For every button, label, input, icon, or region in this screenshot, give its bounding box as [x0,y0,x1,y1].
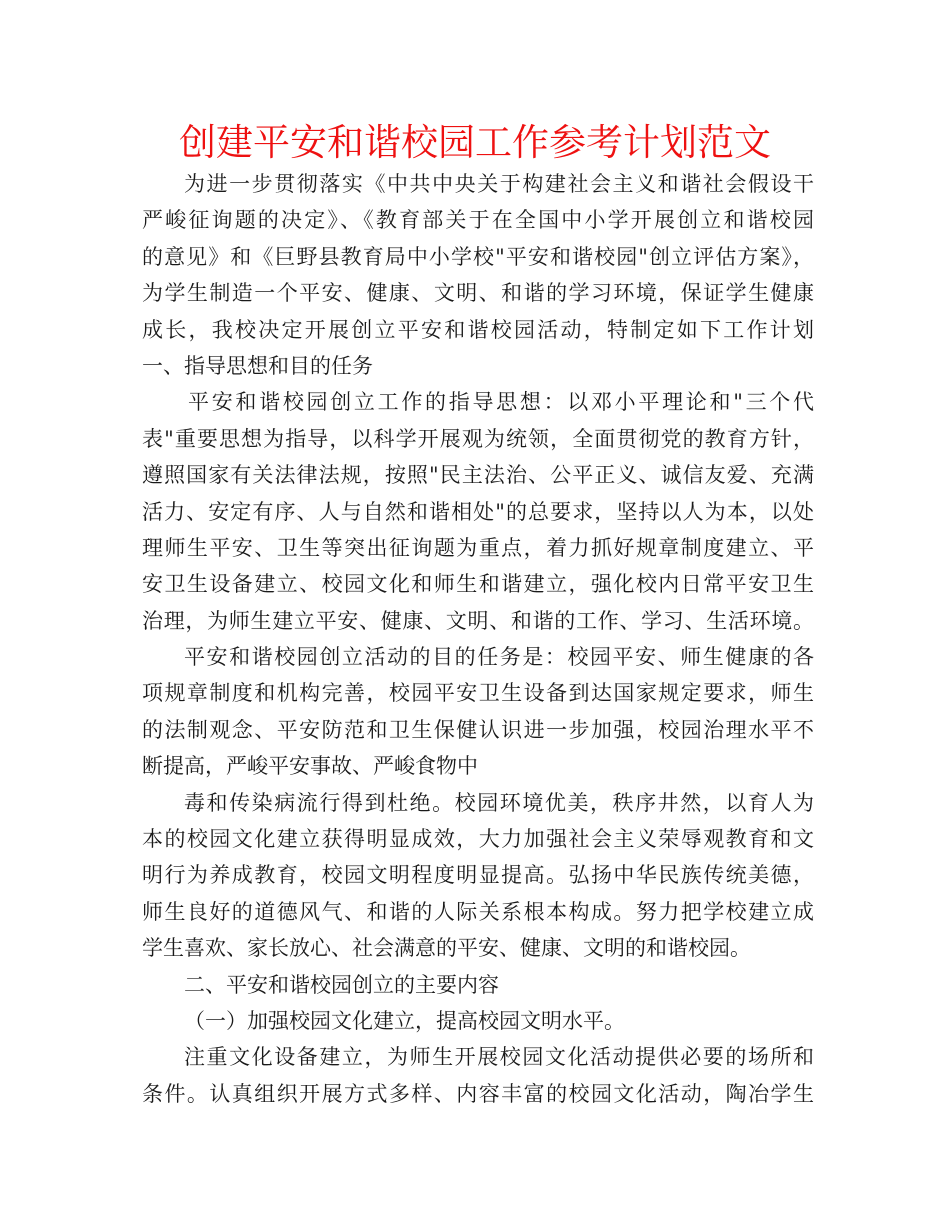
body-line: 毒和传染病流行得到杜绝。校园环境优美，秩序井然，以育人为 [184,790,814,815]
body-line: 严峻征询题的决定》、《教育部关于在全国中小学开展创立和谐校园 [142,208,814,233]
body-line: 本的校园文化建立获得明显成效，大力加强社会主义荣辱观教育和文 [142,827,814,852]
body-line: 师生良好的道德风气、和谐的人际关系根本构成。努力把学校建立成 [142,899,814,924]
body-line: 治理，为师生建立平安、健康、文明、和谐的工作、学习、生活环境。 [142,608,814,633]
body-line: 学生喜欢、家长放心、社会满意的平安、健康、文明的和谐校园。 [142,936,751,961]
section-heading: 一、指导思想和目的任务 [142,353,373,378]
body-line: 平安和谐校园创立工作的指导思想：以邓小平理论和"三个代 [188,390,814,415]
body-line: 断提高，严峻平安事故、严峻食物中 [142,754,478,779]
document-body [142,166,814,1112]
body-line: 安卫生设备建立、校园文化和师生和谐建立，强化校内日常平安卫生 [142,572,814,597]
body-line: 成长，我校决定开展创立平安和谐校园活动，特制定如下工作计划 [142,317,814,342]
document-title: 创建平安和谐校园工作参考计划范文 [179,121,771,164]
body-line: 的法制观念、平安防范和卫生保健认识进一步加强，校园治理水平不 [142,717,814,742]
body-line: 的意见》和《巨野县教育局中小学校"平安和谐校园"创立评估方案》， [142,244,814,269]
body-line: 注重文化设备建立，为师生开展校园文化活动提供必要的场所和 [184,1045,814,1070]
subsection-heading: （一）加强校园文化建立，提高校园文明水平。 [184,1008,625,1033]
body-line: 表"重要思想为指导，以科学开展观为统领，全面贯彻党的教育方针， [142,426,814,451]
body-line: 理师生平安、卫生等突出征询题为重点，着力抓好规章制度建立、平 [142,535,814,560]
body-line: 活力、安定有序、人与自然和谐相处"的总要求，坚持以人为本，以处 [142,499,814,524]
body-line: 为进一步贯彻落实《中共中央关于构建社会主义和谐社会假设干 [184,172,814,196]
body-line: 项规章制度和机构完善，校园平安卫生设备到达国家规定要求，师生 [142,681,814,706]
body-line: 明行为养成教育，校园文明程度明显提高。弘扬中华民族传统美德， [142,863,814,888]
body-line: 条件。认真组织开展方式多样、内容丰富的校园文化活动，陶冶学生 [142,1081,814,1106]
body-line: 平安和谐校园创立活动的目的任务是：校园平安、师生健康的各 [184,645,814,670]
body-line: 遵照国家有关法律法规，按照"民主法治、公平正义、诚信友爱、充满 [142,463,814,488]
section-heading: 二、平安和谐校园创立的主要内容 [184,972,499,997]
body-line: 为学生制造一个平安、健康、文明、和谐的学习环境，保证学生健康 [142,281,814,306]
